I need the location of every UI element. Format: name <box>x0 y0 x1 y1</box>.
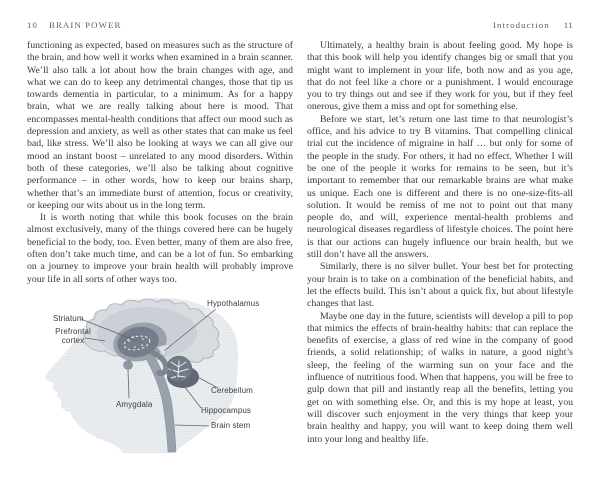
left-page <box>27 20 293 455</box>
brain-diagram <box>25 295 295 455</box>
page-number-right: 11 <box>563 20 573 30</box>
paragraph: It is worth noting that while this book focuses on the brain almost exclusively, many of the things covered here can be hugely beneficial to the body, too. Even better, many of them are also free, often don’t take much time, and can be a lot of fun. So embarking on a journey to improve your brain health will probably improve your life in all sorts of other ways too. <box>27 212 293 285</box>
right-page <box>307 20 573 446</box>
label-prefrontal-cortex: Prefrontal cortex <box>55 326 91 346</box>
label-brain-stem: Brain stem <box>211 420 251 430</box>
left-page-body <box>27 40 293 286</box>
page-number-left: 10 <box>27 20 38 30</box>
running-title-left: BRAIN POWER <box>49 20 122 30</box>
paragraph: Ultimately, a healthy brain is about feeling good. My hope is that this book will help you identify changes big or small that you might want to implement in your life, both now and as you age, that do not feel like a chore or a punishment. I would encourage you to try things out and see if they work for you, but if they feel onerous, give them a miss and opt for something else. <box>307 40 573 113</box>
running-header-left <box>27 20 293 31</box>
running-title-right: Introduction <box>493 20 550 30</box>
running-header-right <box>307 20 573 31</box>
paragraph: Maybe one day in the future, scientists will develop a pill to pop that mimics the effects of brain-healthy habits: that can replace the benefits of exercise, a glass of red wine in the company of good friends, a solid relationship; of walks in nature, a good night’s sleep, the feeling of the warming sun on your face and the influence of nutritious food. When that happens, you will be free to gulp down that pill and instantly reap all the benefits, letting you get on with something else. Or, and this is my hope at least, you will discover such enjoyment in the very things that keep your brain healthy and happy, you will want to keep doing them well into your long and healthy life. <box>307 310 573 445</box>
amygdala-shape <box>124 360 133 369</box>
paragraph: functioning as expected, based on measures such as the structure of the brain, and how well it works when examined in a brain scanner. We’ll also talk a lot about how the brain changes with age, and what we can do to keep any detrimental changes, those that tip us towards dementia in particular, to a minimum. As for a happy brain, what we are really talking about here is mood. That encompasses mental-health conditions that affect our mood such as depression and anxiety, as well as other states that can make us feel bad, like stress. We’ll also be looking at ways we can all give our mood an instant boost – unrelated to any mood disorders. Within both of these categories, we’ll also be talking about cognitive performance – in other words, how to keep our brains sharp, whether that’s an immediate burst of attention, focus or creativity, or keeping our wits about us in the long term. <box>27 40 293 211</box>
label-cerebellum: Cerebellum <box>211 385 253 395</box>
paragraph: Similarly, there is no silver bullet. Your best bet for protecting your brain is to take on a combination of the beneficial habits, and let the effects build. This isn’t about a quick fix, but about lifestyle changes that last. <box>307 261 573 310</box>
label-hypothalamus: Hypothalamus <box>207 298 260 308</box>
label-amygdala: Amygdala <box>116 399 153 409</box>
label-hippocampus: Hippocampus <box>201 405 252 415</box>
label-striatum: Striatum <box>53 313 84 323</box>
right-page-body <box>307 40 573 446</box>
paragraph: Before we start, let’s return one last time to that neurologist’s office, and his advice to try B vitamins. That compelling clinical trial cut the incidence of migraine in half … but only for some of the people in the study. For others, it had no effect. Whether I will be one of the people it works for remains to be seen, but it’s important to remember that our remarkable brains are what make us unique. Each one is different and there is no one-size-fits-all solution. It would be remiss of me not to point out that many people do, and will, experience mental-health problems and neurological diseases regardless of lifestyle choices. The point here is that our actions can hugely influence our brain health, but we still don’t have all the answers. <box>307 113 573 261</box>
